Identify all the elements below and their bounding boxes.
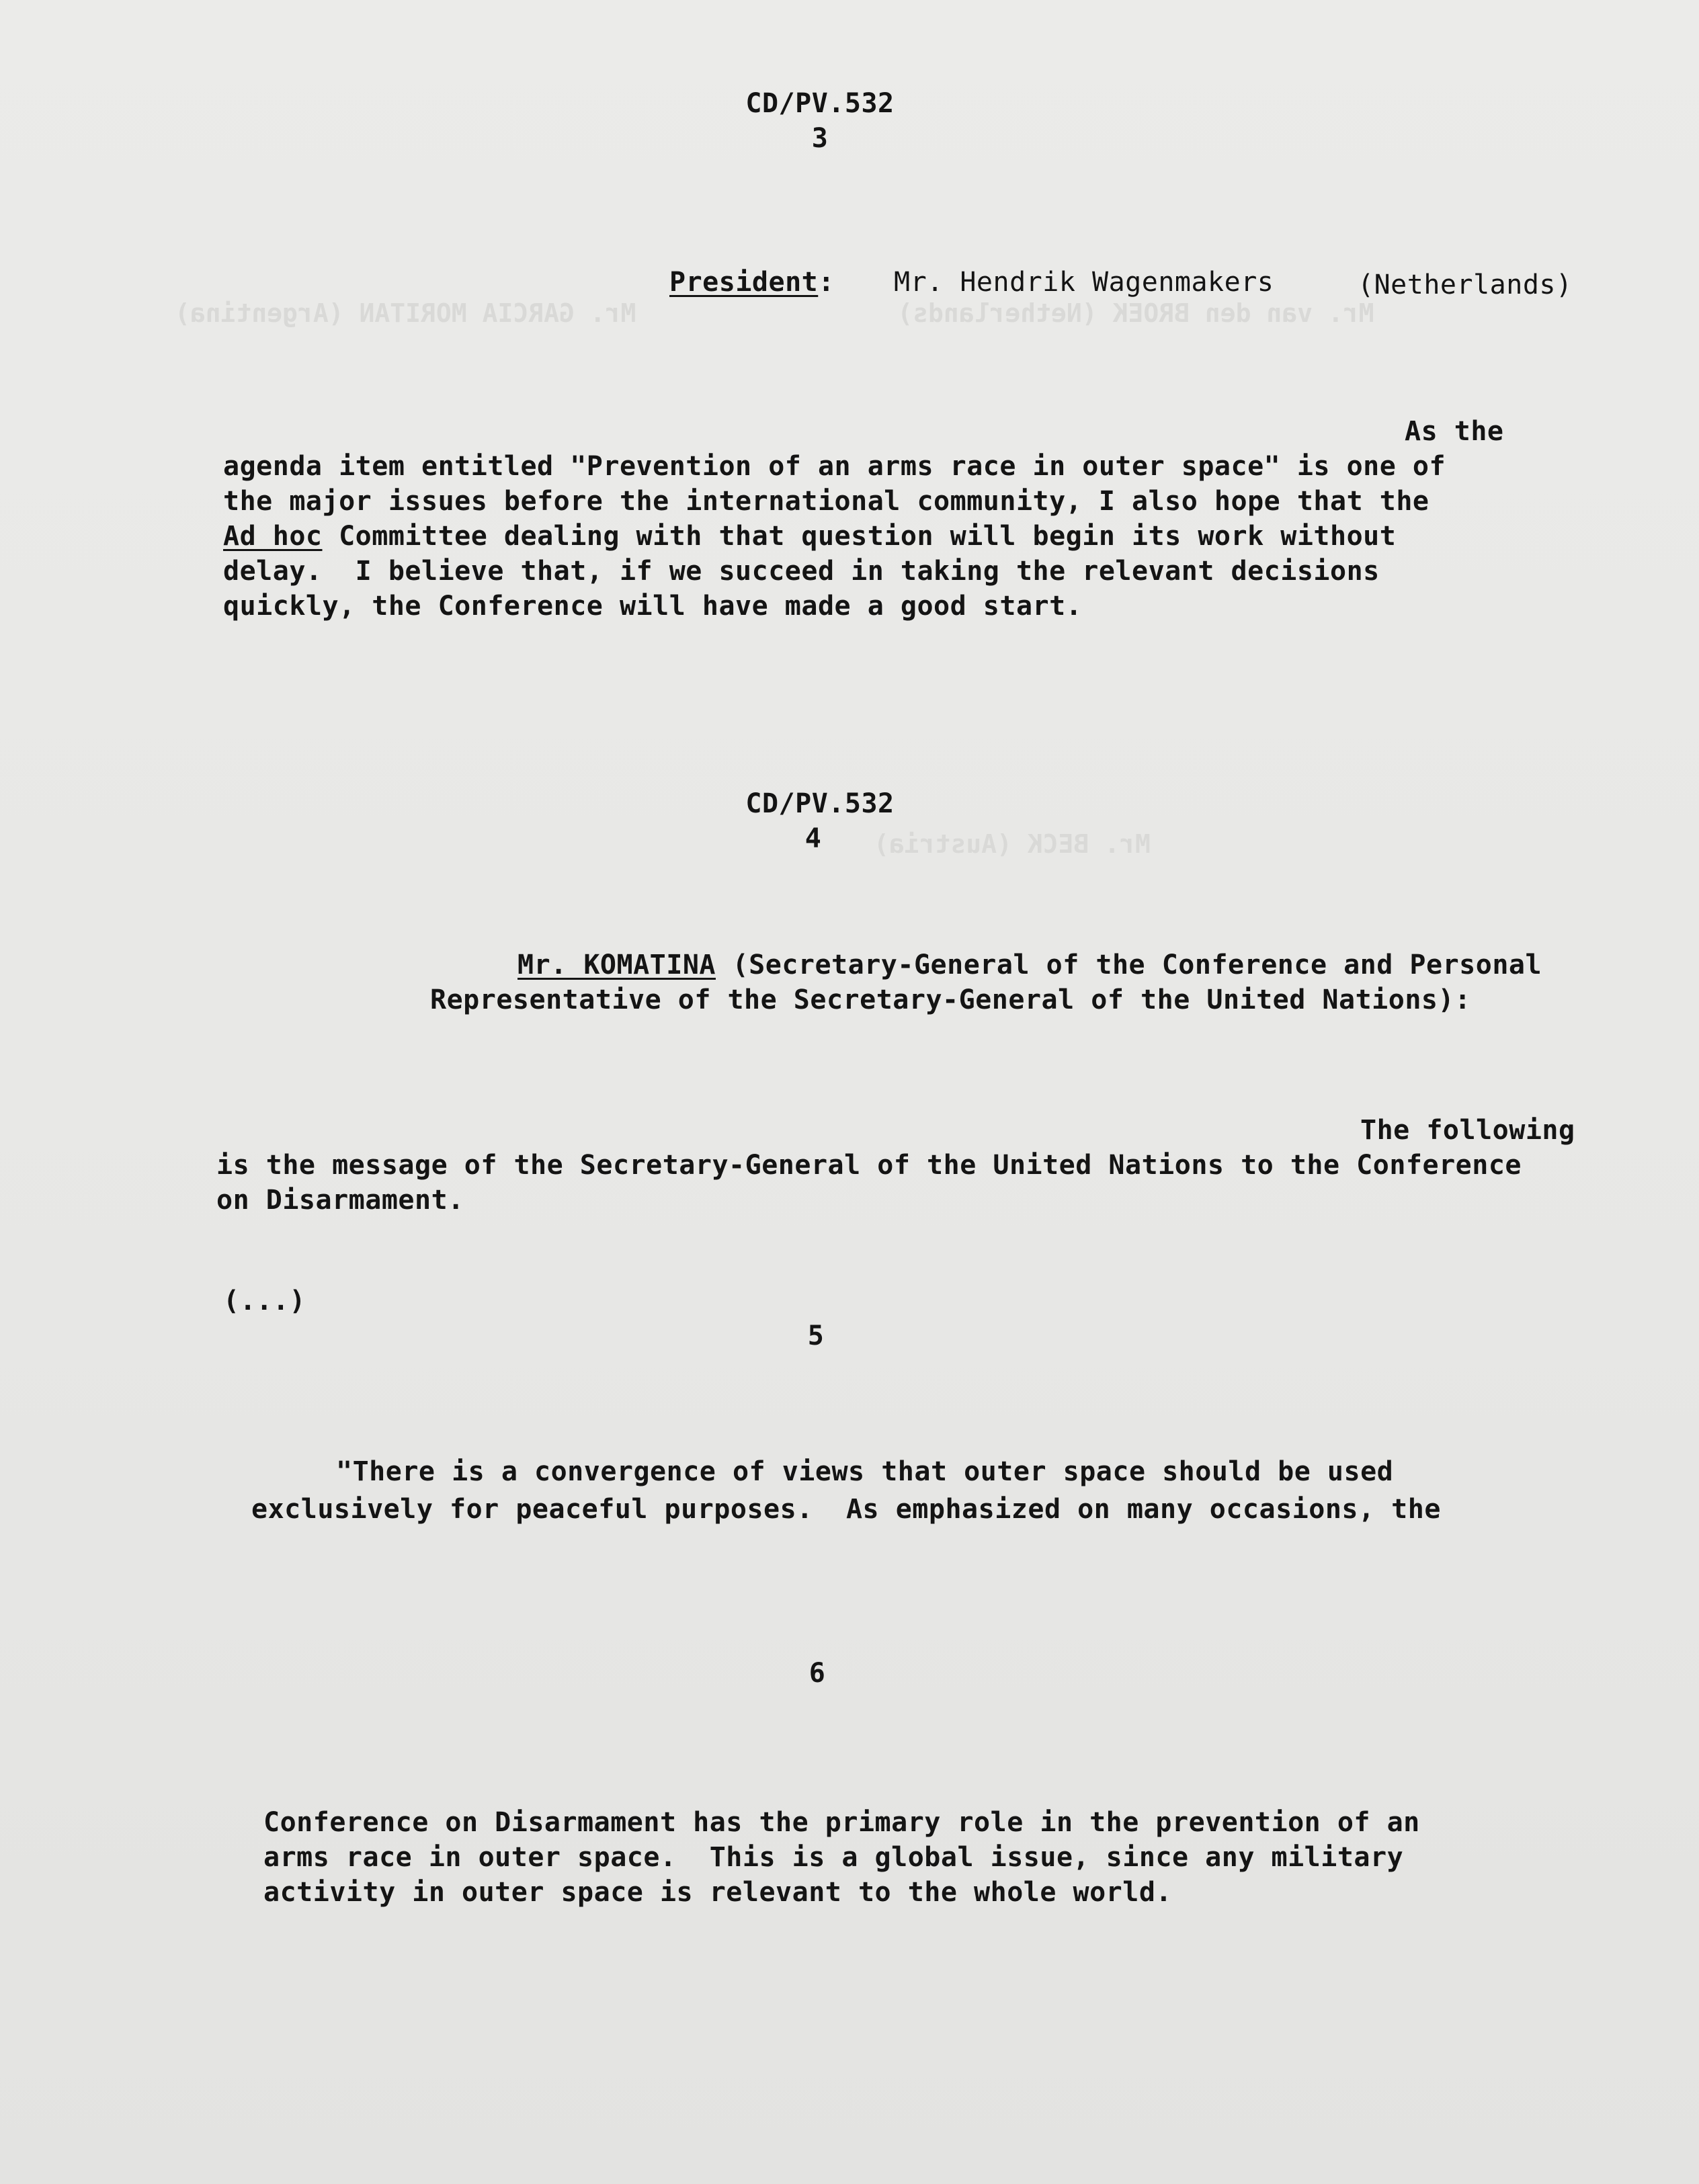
- page-number-6: 6: [809, 1658, 826, 1689]
- speaker-line-1: [517, 948, 1542, 982]
- president-colon: :: [818, 267, 835, 298]
- president-label: President: [669, 267, 819, 298]
- page-number-3: 3: [811, 123, 829, 154]
- president-name: Mr. Hendrik Wagenmakers: [894, 267, 1274, 298]
- para1-line-2: agenda item entitled "Prevention of an arms race in outer space" is one of: [223, 451, 1446, 482]
- doc-id-header-1: CD/PV.532: [745, 88, 895, 119]
- para4-line-2: arms race in outer space. This is a global issue, since any military: [263, 1842, 1404, 1873]
- para1-line-5: delay. I believe that, if we succeed in taking the relevant decisions: [223, 556, 1380, 587]
- para2-line-1: The following: [1360, 1115, 1575, 1146]
- para2-line-3: on Disarmament.: [216, 1185, 464, 1216]
- speaker-name: Mr. KOMATINA: [517, 950, 716, 980]
- speaker-role-2: Representative of the Secretary-General of the United Nations):: [430, 984, 1471, 1015]
- president-line: [669, 265, 835, 300]
- president-country: (Netherlands): [1358, 269, 1573, 300]
- speaker-role-1: (Secretary-General of the Conference and Personal: [715, 950, 1542, 980]
- para1-line-4: [223, 519, 1396, 554]
- page-number-5: 5: [807, 1320, 825, 1351]
- para4-line-1: Conference on Disarmament has the primary role in the prevention of an: [263, 1807, 1420, 1838]
- para2-line-2: is the message of the Secretary-General of the United Nations to the Conference: [216, 1150, 1522, 1181]
- para1-line-1: As the: [1405, 416, 1504, 447]
- ad-hoc-term: Ad hoc: [223, 521, 323, 552]
- page-number-4: 4: [804, 823, 822, 854]
- para1-line-3: the major issues before the international community, I also hope that the: [223, 486, 1429, 517]
- para1-line-4-text: Committee dealing with that question will begin its work without: [322, 521, 1397, 552]
- doc-id-header-2: CD/PV.532: [745, 788, 895, 819]
- reverse-side-bleed-through: Mr. BECK (Austria): [874, 829, 1151, 859]
- para3-line-1: "There is a convergence of views that outer space should be used: [336, 1456, 1394, 1487]
- ellipsis-omission: (...): [223, 1286, 306, 1316]
- para1-line-6: quickly, the Conference will have made a good start.: [223, 591, 1083, 622]
- reverse-side-bleed-through: Mr. van den BROEK (Netherlands) Mr. GARCIA MORITAN (Argentina): [175, 298, 1374, 328]
- para3-line-2: exclusively for peaceful purposes. As emphasized on many occasions, the: [251, 1494, 1441, 1525]
- para4-line-3: activity in outer space is relevant to the whole world.: [263, 1877, 1173, 1908]
